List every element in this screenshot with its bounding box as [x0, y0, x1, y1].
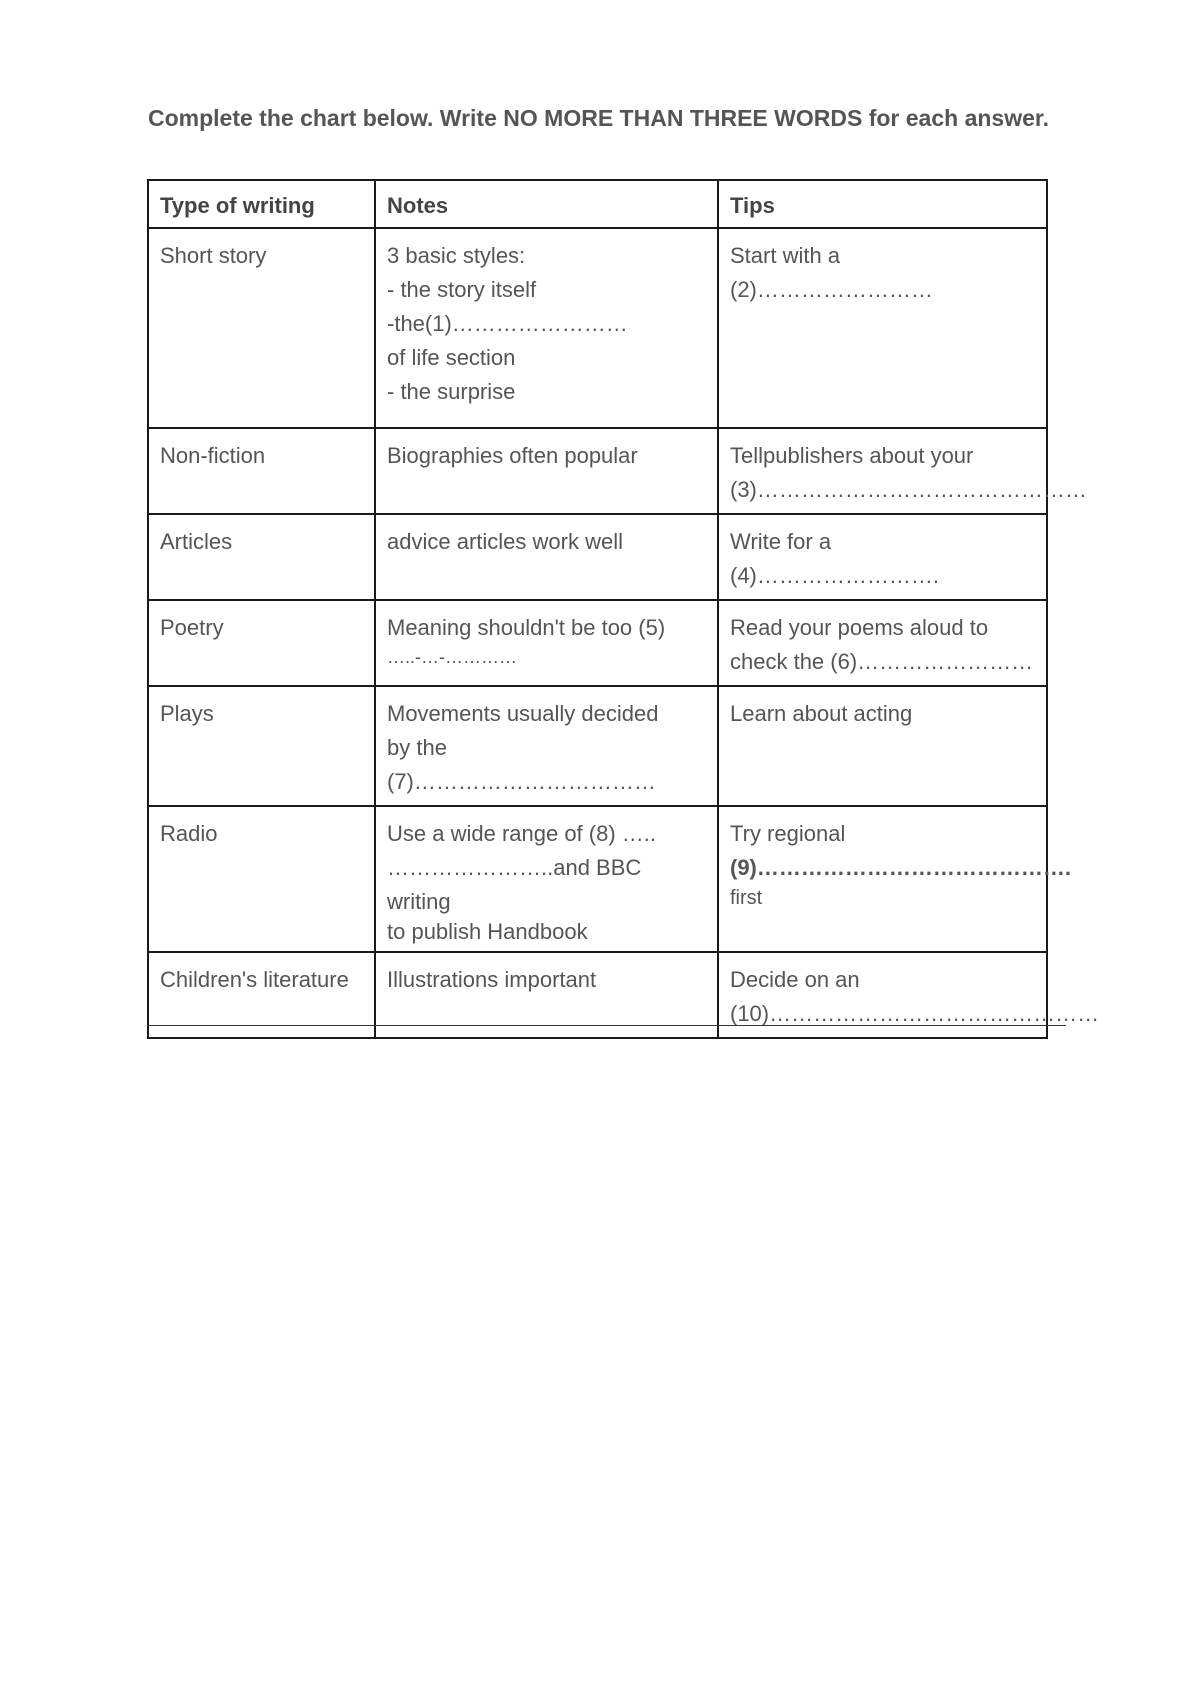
tips-line: Write for a (4)…………………….	[730, 529, 939, 588]
table-row	[148, 228, 1047, 428]
notes-line: …..-…-…………	[387, 647, 517, 667]
tips-line: Tellpublishers about your	[730, 443, 974, 468]
type-cell: Non-fiction	[148, 428, 375, 514]
notes-line: of life section	[387, 345, 516, 370]
writing-chart	[147, 179, 1100, 1039]
type-cell: Children's literature	[148, 952, 375, 1038]
notes-cell	[375, 686, 718, 806]
notes-cell	[375, 600, 718, 686]
tips-line: check the (6)……………………	[730, 649, 1034, 674]
tips-line: Try regional	[730, 821, 846, 846]
tips-cell	[718, 600, 1047, 686]
type-cell: Poetry	[148, 600, 375, 686]
tips-line: (9)…………………………………….	[730, 855, 1071, 880]
column-header-tips: Tips	[718, 180, 1047, 228]
notes-cell	[375, 428, 718, 514]
notes-line: Use a wide range of (8) …..	[387, 821, 657, 846]
tips-cell	[718, 228, 1047, 428]
table-row	[148, 806, 1047, 952]
notes-line: 3 basic styles:	[387, 243, 526, 268]
instructions-text: Complete the chart below. Write NO MORE THAN THREE WORDS for each answer.	[148, 105, 1049, 131]
table-row	[148, 686, 1047, 806]
column-header-notes: Notes	[375, 180, 718, 228]
notes-line: Biographies often popular	[387, 443, 638, 468]
notes-line: Meaning shouldn't be too (5)	[387, 615, 666, 640]
tips-line: Decide on an	[730, 967, 860, 992]
tips-line: Read your poems aloud to	[730, 615, 989, 640]
tips-cell	[718, 428, 1087, 514]
tips-line: Learn about acting	[730, 701, 913, 726]
notes-line: - the story itself	[387, 277, 537, 302]
table-row	[148, 514, 1047, 600]
table-header-row	[148, 180, 1047, 228]
notes-line: …………………..and BBC writing	[387, 855, 642, 914]
notes-line: to publish Handbook	[387, 919, 588, 944]
tips-line: Start with a (2)……………………	[730, 243, 933, 302]
tips-line: (10)………………………………………	[730, 1001, 1100, 1026]
notes-line: -the(1)……………………	[387, 311, 628, 336]
notes-line: advice articles work well	[387, 529, 623, 554]
notes-cell	[375, 514, 718, 600]
tips-cell	[718, 806, 1071, 952]
notes-line: Illustrations important	[387, 967, 597, 992]
type-cell: Short story	[148, 228, 375, 428]
column-header-type: Type of writing	[148, 180, 375, 228]
notes-line: - the surprise	[387, 379, 516, 404]
tips-line: (3)………………………………………	[730, 477, 1087, 502]
page-divider	[147, 1025, 1066, 1026]
tips-cell	[718, 686, 1047, 806]
table-row	[148, 600, 1047, 686]
table-row	[148, 428, 1047, 514]
type-cell: Articles	[148, 514, 375, 600]
notes-cell	[375, 228, 718, 428]
tips-line: first	[730, 887, 763, 909]
type-cell: Plays	[148, 686, 375, 806]
notes-cell	[375, 806, 718, 952]
notes-line: Movements usually decided	[387, 701, 659, 726]
tips-cell	[718, 514, 1047, 600]
type-cell: Radio	[148, 806, 375, 952]
notes-line: by the (7)……………………………	[387, 735, 656, 794]
